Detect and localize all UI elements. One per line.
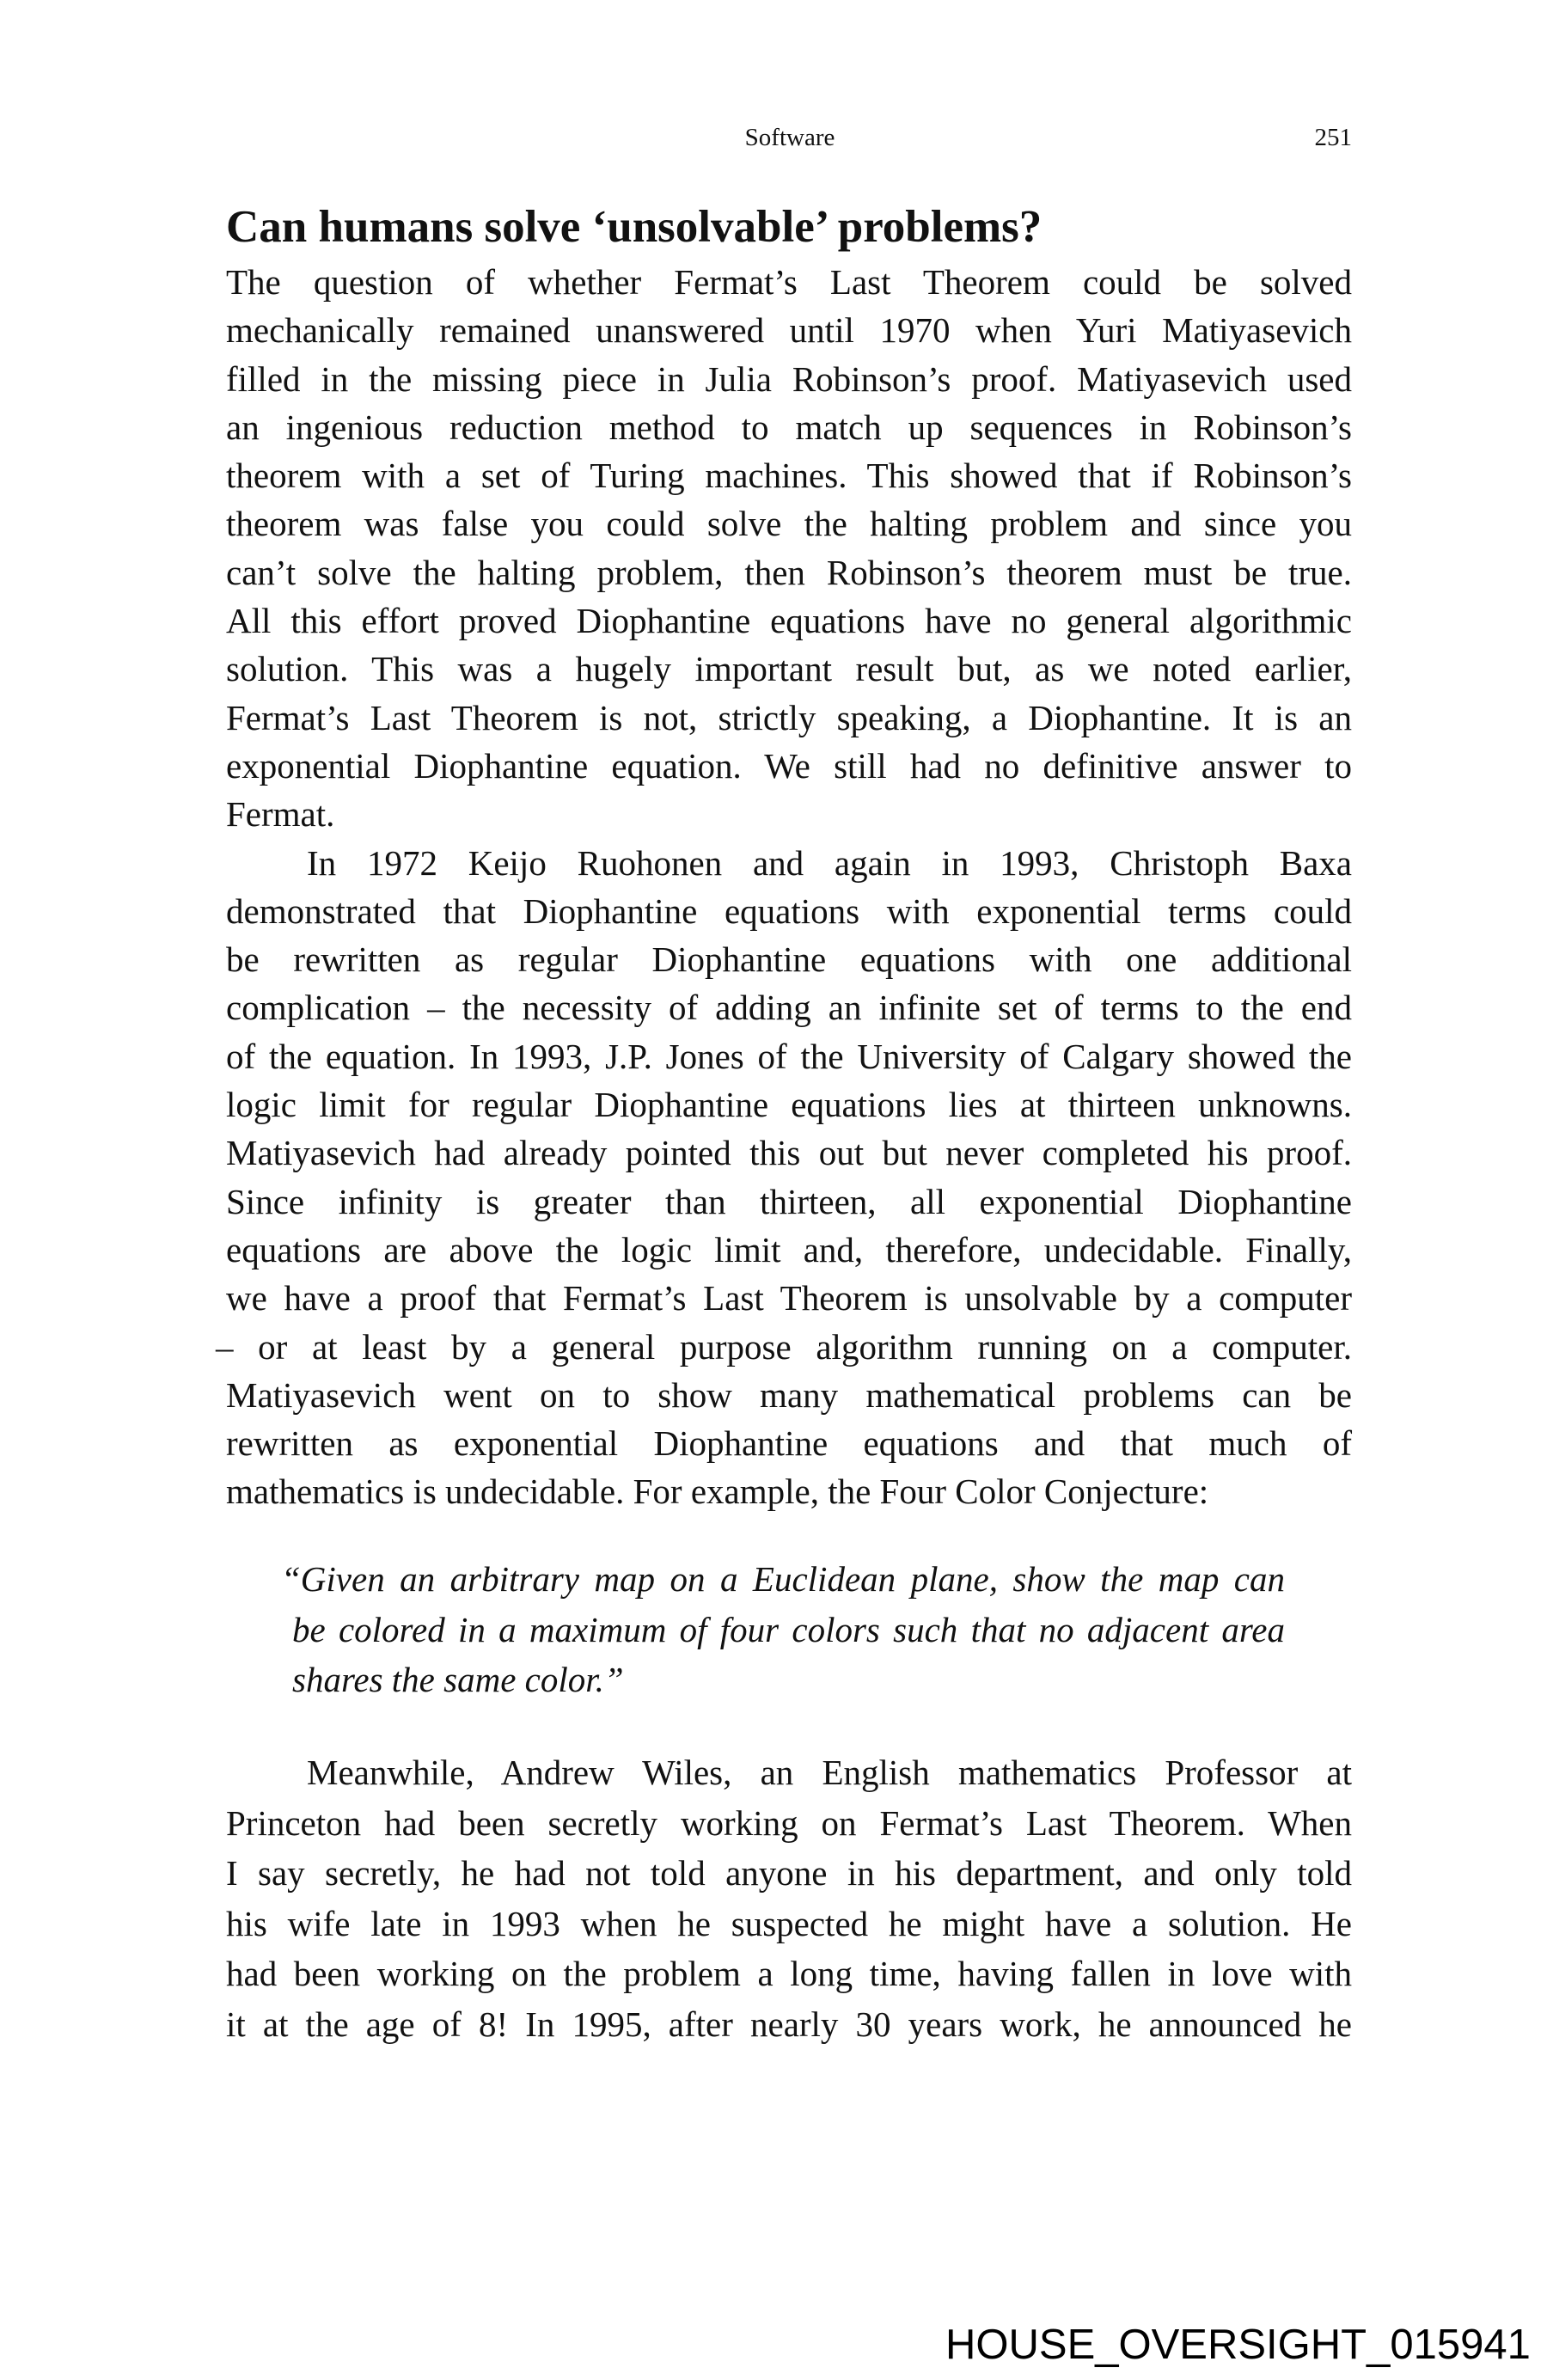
text-line: Matiyasevich had already pointed this out but never completed his proof. — [226, 1133, 1352, 1173]
text-line: filled in the missing piece in Julia Robinson’s proof. Matiyasevich used — [226, 358, 1352, 399]
text-line: All this effort proved Diophantine equations have no general algorithmic — [226, 601, 1352, 641]
text-line: Fermat. — [226, 794, 335, 835]
quote-line: shares the same color.” — [292, 1660, 624, 1699]
text-line: In 1972 Keijo Ruohonen and again in 1993, Christoph Baxa — [307, 842, 1352, 883]
text-line: it at the age of 8! In 1995, after nearly 30 years work, he announced he — [226, 2004, 1352, 2044]
text-line: mechanically remained unanswered until 1970 when Yuri Matiyasevich — [226, 310, 1352, 351]
text-line: equations are above the logic limit and, therefore, undecidable. Finally, — [226, 1229, 1352, 1270]
text-line: we have a proof that Fermat’s Last Theorem is unsolvable by a computer — [226, 1278, 1352, 1318]
text-line: had been working on the problem a long time, having fallen in love with — [226, 1954, 1352, 1994]
page-number: 251 — [1314, 124, 1352, 151]
text-line: an ingenious reduction method to match up sequences in Robinson’s — [226, 407, 1352, 447]
paragraph-1 — [226, 258, 1352, 839]
text-line: – or at least by a general purpose algorithm running on a computer. — [216, 1326, 1352, 1367]
text-line: Meanwhile, Andrew Wiles, an English mathematics Professor at — [307, 1753, 1352, 1792]
text-line: his wife late in 1993 when he suspected he might have a solution. He — [226, 1903, 1352, 1943]
quote-line: be colored in a maximum of four colors such that no adjacent area — [292, 1609, 1285, 1649]
text-line: Princeton had been secretly working on Fermat’s Last Theorem. When — [226, 1802, 1352, 1843]
body-text — [216, 258, 1352, 1516]
bates-stamp: HOUSE_OVERSIGHT_015941 — [945, 2322, 1531, 2368]
text-line: mathematics is undecidable. For example, the Four Color Conjecture: — [226, 1471, 1209, 1512]
quote-line: “Given an arbitrary map on a Euclidean plane, show the map can — [281, 1559, 1285, 1599]
text-line: solution. This was a hugely important result but, as we noted earlier, — [226, 649, 1352, 689]
running-head-title: Software — [744, 124, 835, 151]
paragraph-2 — [216, 839, 1352, 1516]
text-line: logic limit for regular Diophantine equations lies at thirteen unknowns. — [226, 1085, 1352, 1125]
block-quote — [281, 1554, 1285, 1705]
text-line: complication – the necessity of adding an infinite set of terms to the end — [226, 988, 1352, 1028]
text-line: theorem was false you could solve the halting problem and since you — [226, 504, 1352, 544]
text-line: Matiyasevich went on to show many mathematical problems can be — [226, 1374, 1352, 1415]
text-line: demonstrated that Diophantine equations with exponential terms could — [226, 890, 1352, 931]
text-line: exponential Diophantine equation. We still had no definitive answer to — [226, 745, 1352, 786]
text-line: Since infinity is greater than thirteen, all exponential Diophantine — [226, 1181, 1352, 1221]
text-line: of the equation. In 1993, J.P. Jones of the University of Calgary showed the — [226, 1036, 1352, 1076]
text-line: Fermat’s Last Theorem is not, strictly speaking, a Diophantine. It is an — [226, 697, 1352, 737]
text-line: can’t solve the halting problem, then Robinson’s theorem must be true. — [226, 552, 1352, 592]
text-line: rewritten as exponential Diophantine equations and that much of — [226, 1423, 1352, 1464]
closing-paragraph — [226, 1747, 1352, 2050]
text-line: be rewritten as regular Diophantine equations with one additional — [226, 939, 1352, 980]
text-line: I say secretly, he had not told anyone in his department, and only told — [226, 1853, 1352, 1894]
text-line: theorem with a set of Turing machines. This showed that if Robinson’s — [226, 456, 1352, 496]
section-heading: Can humans solve ‘unsolvable’ problems? — [226, 202, 1043, 252]
text-line: The question of whether Fermat’s Last Theorem could be solved — [226, 262, 1352, 302]
running-head — [226, 119, 1352, 156]
